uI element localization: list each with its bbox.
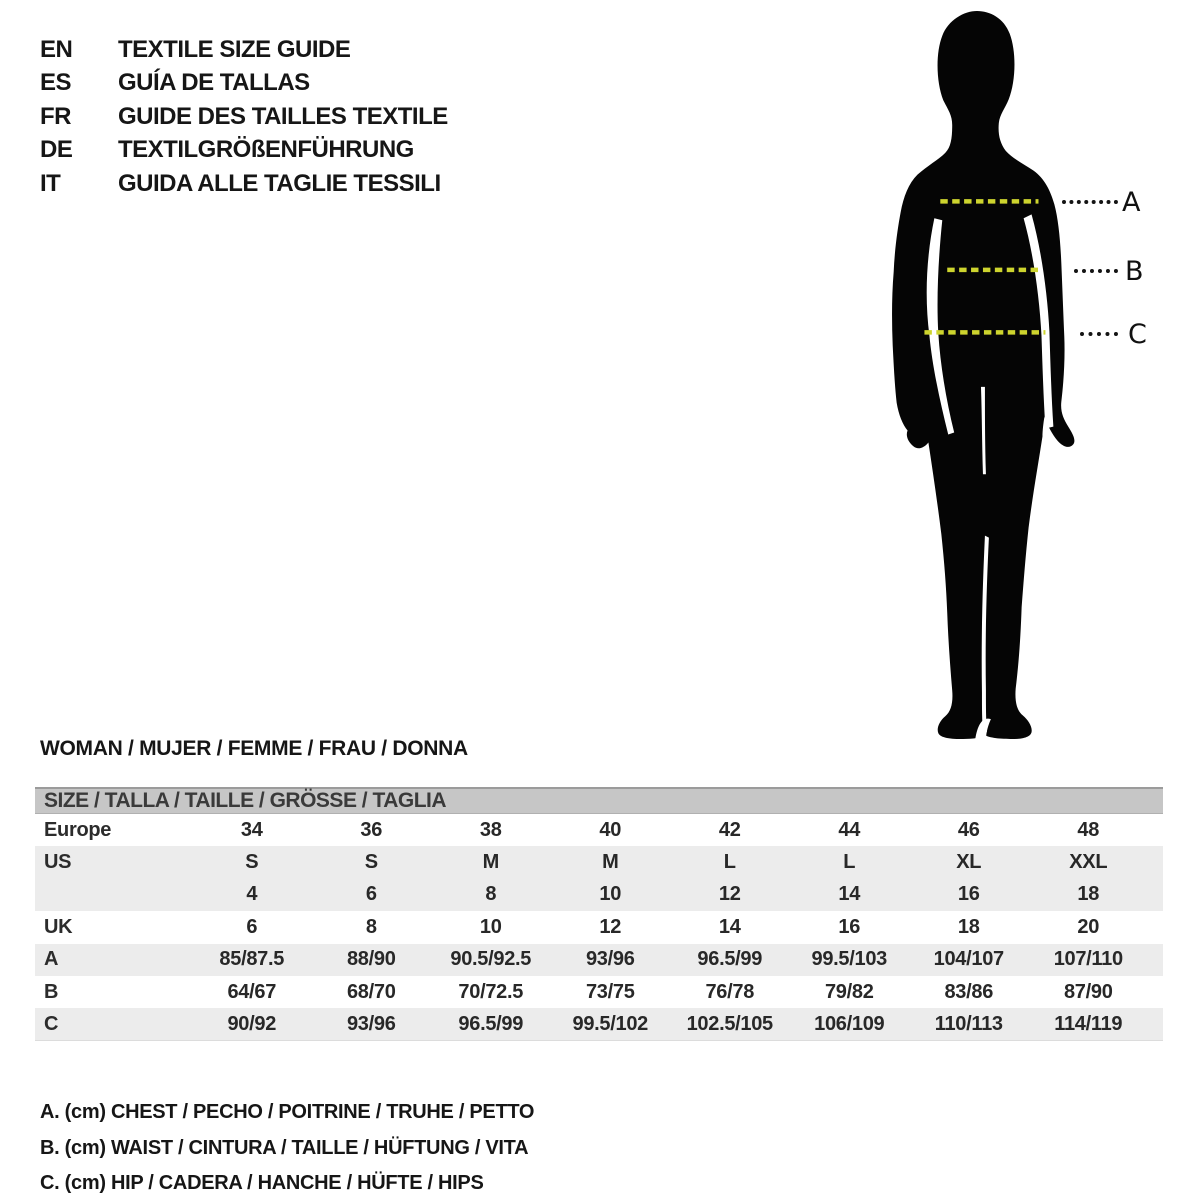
table-cell: 83/86 — [944, 980, 994, 1003]
language-title-list — [40, 33, 448, 201]
table-cell: 96.5/99 — [458, 1012, 524, 1035]
table-cell: XXL — [1069, 851, 1108, 874]
table-cell: 14 — [718, 915, 741, 938]
table-row — [35, 879, 1163, 911]
table-row-label: US — [44, 851, 72, 874]
table-cell: 38 — [479, 818, 502, 841]
table-cell: 93/96 — [585, 948, 635, 971]
table-cell: 42 — [718, 818, 741, 841]
legend-line: C. (cm) HIP / CADERA / HANCHE / HÜFTE / HIPS — [40, 1172, 484, 1195]
size-table — [35, 787, 1163, 1041]
table-cell: 18 — [957, 915, 980, 938]
language-code: IT — [40, 169, 61, 197]
table-cell: 87/90 — [1063, 980, 1113, 1003]
table-cell: S — [364, 851, 378, 874]
table-cell: 8 — [365, 915, 377, 938]
language-row — [40, 167, 448, 201]
measurement-legend — [40, 1095, 534, 1200]
table-cell: S — [245, 851, 259, 874]
table-cell: 10 — [599, 883, 622, 906]
table-cell: L — [843, 851, 856, 874]
table-cell: 79/82 — [824, 980, 874, 1003]
table-cell: 85/87.5 — [219, 948, 285, 971]
table-cell: 34 — [240, 818, 263, 841]
table-cell: 4 — [246, 883, 258, 906]
language-code: ES — [40, 69, 72, 97]
table-cell: L — [723, 851, 736, 874]
table-row — [35, 814, 1163, 846]
table-row — [35, 976, 1163, 1008]
woman-silhouette-figure — [872, 8, 1082, 742]
legend-line: B. (cm) WAIST / CINTURA / TAILLE / HÜFTUNG / VITA — [40, 1136, 529, 1159]
table-cell: 73/75 — [585, 980, 635, 1003]
legend-line: A. (cm) CHEST / PECHO / POITRINE / TRUHE / PETTO — [40, 1101, 535, 1124]
table-row — [35, 911, 1163, 943]
table-cell: 8 — [485, 883, 497, 906]
table-row — [35, 846, 1163, 878]
table-row-label: UK — [44, 915, 73, 938]
section-title: WOMAN / MUJER / FEMME / FRAU / DONNA — [40, 737, 468, 760]
woman-silhouette-svg — [872, 8, 1082, 742]
table-cell: 76/78 — [705, 980, 755, 1003]
marker-dash-line — [1080, 332, 1118, 336]
table-cell: 99.5/102 — [572, 1012, 648, 1035]
table-row-label: C — [44, 1012, 59, 1035]
table-cell: 70/72.5 — [458, 980, 524, 1003]
table-cell: 110/113 — [934, 1012, 1003, 1035]
table-cell: 96.5/99 — [697, 948, 763, 971]
table-cell: 93/96 — [346, 1012, 396, 1035]
table-cell: 90/92 — [227, 1012, 277, 1035]
language-guide-title: GUIDE DES TAILLES TEXTILE — [118, 102, 448, 130]
language-code: FR — [40, 102, 71, 130]
table-cell: 16 — [957, 883, 980, 906]
language-guide-title: GUIDA ALLE TAGLIE TESSILI — [118, 169, 441, 197]
table-cell: 68/70 — [346, 980, 396, 1003]
table-cell: 90.5/92.5 — [450, 948, 532, 971]
table-cell: 46 — [957, 818, 980, 841]
language-row — [40, 134, 448, 168]
table-cell: 99.5/103 — [811, 948, 887, 971]
table-cell: 20 — [1077, 915, 1100, 938]
table-cell: 48 — [1077, 818, 1100, 841]
language-guide-title: TEXTILGRÖßENFÜHRUNG — [118, 136, 414, 164]
table-cell: 106/109 — [814, 1012, 885, 1035]
table-cell: 6 — [246, 915, 258, 938]
table-row-label: A — [44, 948, 59, 971]
table-cell: 114/119 — [1054, 1012, 1123, 1035]
table-cell: 64/67 — [227, 980, 277, 1003]
table-cell: XL — [956, 851, 982, 874]
language-guide-title: GUÍA DE TALLAS — [118, 69, 310, 97]
table-cell: 12 — [599, 915, 622, 938]
table-cell: M — [482, 851, 499, 874]
size-table-header: SIZE / TALLA / TAILLE / GRÖSSE / TAGLIA — [35, 787, 1163, 814]
marker-label: A — [1122, 187, 1141, 218]
language-code: EN — [40, 35, 73, 63]
language-guide-title: TEXTILE SIZE GUIDE — [118, 35, 351, 63]
marker-label: C — [1128, 319, 1147, 350]
language-row — [40, 100, 448, 134]
table-row — [35, 1008, 1163, 1040]
table-cell: 18 — [1077, 883, 1100, 906]
table-cell: 102.5/105 — [686, 1012, 773, 1035]
table-cell: 14 — [838, 883, 861, 906]
language-row — [40, 33, 448, 67]
size-table-rows — [35, 814, 1163, 1041]
table-cell: 12 — [718, 883, 741, 906]
marker-label: B — [1125, 256, 1144, 287]
table-cell: 88/90 — [346, 948, 396, 971]
table-cell: 44 — [838, 818, 861, 841]
table-cell: 36 — [360, 818, 383, 841]
table-cell: 104/107 — [933, 948, 1004, 971]
marker-dash-line — [1062, 200, 1118, 204]
table-row-label: B — [44, 980, 59, 1003]
table-cell: 6 — [365, 883, 377, 906]
language-code: DE — [40, 136, 73, 164]
table-cell: 40 — [599, 818, 622, 841]
table-cell: 10 — [479, 915, 502, 938]
table-row — [35, 944, 1163, 976]
table-cell: 16 — [838, 915, 861, 938]
table-cell: 107/110 — [1053, 948, 1123, 971]
table-cell: M — [602, 851, 619, 874]
table-row-label: Europe — [44, 818, 112, 841]
marker-dash-line — [1074, 269, 1118, 273]
language-row — [40, 67, 448, 101]
